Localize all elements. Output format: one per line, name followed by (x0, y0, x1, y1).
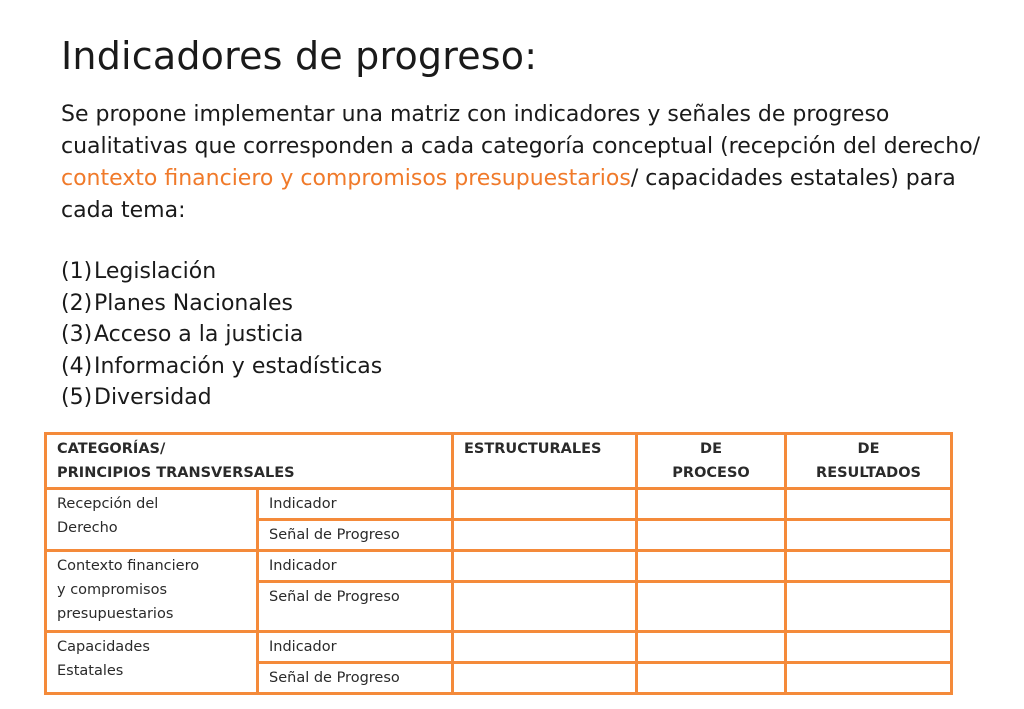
empty-cell (786, 520, 952, 551)
empty-cell (637, 489, 786, 520)
empty-cell (786, 663, 952, 694)
intro-highlight: contexto financiero y compromisos presupuestarios (61, 166, 631, 191)
intro-text-2: / capacidades estatales) para cada tema: (61, 166, 956, 223)
table-row (46, 551, 952, 582)
slide-title: Indicadores de progreso: (61, 34, 538, 78)
category-line: Capacidades (57, 639, 150, 655)
empty-cell (637, 582, 786, 632)
row-type-senal: Señal de Progreso (258, 520, 453, 551)
table-header-row (46, 434, 952, 489)
topic-label: Acceso a la justicia (94, 322, 304, 347)
row-type-indicador: Indicador (258, 551, 453, 582)
empty-cell (786, 632, 952, 663)
topic-item (61, 382, 382, 414)
header-resultados-line2: RESULTADOS (816, 465, 921, 481)
empty-cell (453, 582, 637, 632)
intro-text-1: Se propone implementar una matriz con indicadores y señales de progreso cualitativas que corresponden a cada categoría conceptual (recepción del derecho/ (61, 102, 981, 159)
topic-label: Legislación (94, 259, 217, 284)
empty-cell (786, 551, 952, 582)
category-line: Contexto financiero (57, 558, 200, 574)
topic-number: (1) (61, 259, 93, 284)
header-proceso-line2: PROCESO (672, 465, 750, 481)
row-type-senal: Señal de Progreso (258, 663, 453, 694)
header-categories-line1: CATEGORÍAS/ (57, 441, 166, 457)
empty-cell (637, 551, 786, 582)
topic-number: (5) (61, 385, 93, 410)
topic-label: Información y estadísticas (94, 353, 383, 379)
category-cell-capacidades (46, 632, 258, 694)
topic-item (61, 319, 382, 351)
topic-label: Diversidad (94, 385, 212, 410)
category-line: Estatales (57, 663, 124, 679)
topic-label: Planes Nacionales (94, 290, 293, 316)
intro-paragraph (61, 99, 991, 227)
empty-cell (453, 551, 637, 582)
empty-cell (453, 489, 637, 520)
header-categories (46, 434, 453, 489)
indicator-matrix-table (44, 432, 953, 695)
header-estructurales: ESTRUCTURALES (453, 434, 637, 489)
empty-cell (637, 632, 786, 663)
category-cell-recepcion (46, 489, 258, 551)
row-type-senal: Señal de Progreso (258, 582, 453, 632)
category-line: Derecho (57, 520, 118, 536)
topic-item (61, 288, 382, 320)
table-row (46, 632, 952, 663)
topic-list (61, 256, 382, 414)
empty-cell (453, 663, 637, 694)
empty-cell (453, 520, 637, 551)
topic-number: (3) (61, 322, 93, 347)
table-row (46, 489, 952, 520)
empty-cell (786, 489, 952, 520)
header-de-resultados (786, 434, 952, 489)
header-categories-line2: PRINCIPIOS TRANSVERSALES (57, 465, 295, 481)
category-line: Recepción del (57, 496, 159, 512)
topic-number: (4) (61, 353, 93, 379)
topic-item (61, 351, 382, 383)
category-line: presupuestarios (57, 606, 174, 622)
header-de-proceso (637, 434, 786, 489)
row-type-indicador: Indicador (258, 489, 453, 520)
empty-cell (637, 663, 786, 694)
empty-cell (453, 632, 637, 663)
empty-cell (786, 582, 952, 632)
topic-number: (2) (61, 290, 93, 316)
header-proceso-line1: DE (700, 441, 722, 457)
category-cell-contexto (46, 551, 258, 632)
empty-cell (637, 520, 786, 551)
row-type-indicador: Indicador (258, 632, 453, 663)
topic-item (61, 256, 382, 288)
header-resultados-line1: DE (857, 441, 880, 457)
category-line: y compromisos (57, 582, 168, 598)
